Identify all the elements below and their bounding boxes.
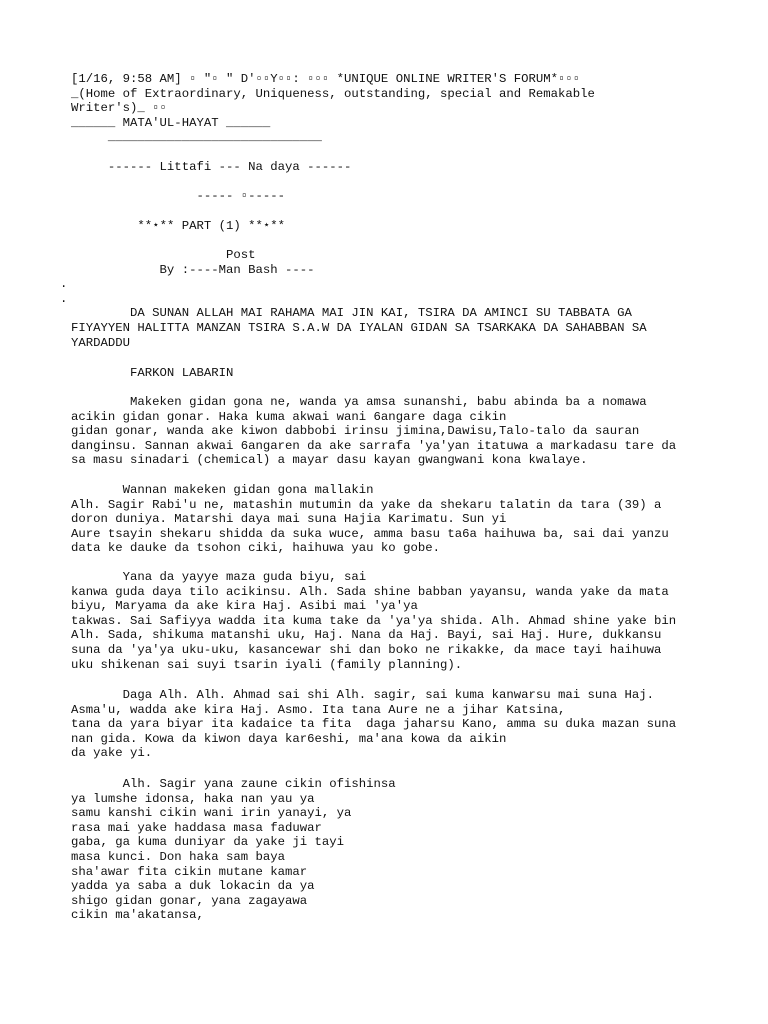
dot-1: . bbox=[60, 277, 68, 292]
header-line-2: _(Home of Extraordinary, Uniqueness, outstanding, special and Remakable bbox=[71, 86, 595, 101]
paragraph-1-line: Makeken gidan gona ne, wanda ya amsa sunanshi, babu abinda ba a nomawa bbox=[71, 395, 647, 409]
paragraph-1-line: gidan gonar, wanda ake kiwon dabbobi irinsu jimina,Dawisu,Talo-talo da sauran bbox=[71, 424, 640, 439]
post-label: Post bbox=[71, 248, 256, 262]
paragraph-3-line: suna da 'ya'ya uku-uku, kasancewar shi dan boko ne rikakke, da mace tayi haihuwa bbox=[71, 643, 662, 657]
paragraph-3-line: biyu, Maryama da ake kira Haj. Asibi mai 'ya'ya bbox=[71, 599, 418, 614]
book-line: ------ Littafi --- Na daya ------ bbox=[71, 160, 352, 174]
paragraph-5-line: rasa mai yake haddasa masa faduwar bbox=[71, 820, 322, 835]
header-line-3: Writer's)_ ▫▫ bbox=[71, 101, 167, 116]
paragraph-2-line: data ke dauke da tsohon ciki, haihuwa yau ko gobe. bbox=[71, 541, 440, 556]
paragraph-5-line: shigo gidan gonar, yana zagayawa bbox=[71, 893, 308, 908]
paragraph-3-line: kanwa guda daya tilo acikinsu. Alh. Sada shine babban yayansu, wanda yake da mata bbox=[71, 584, 669, 599]
invocation-line-1: DA SUNAN ALLAH MAI RAHAMA MAI JIN KAI, TSIRA DA AMINCI SU TABBATA GA bbox=[71, 306, 632, 321]
invocation-line-3: YARDADDU bbox=[71, 335, 131, 350]
paragraph-5-line: cikin ma'akatansa, bbox=[71, 908, 204, 923]
paragraph-5-line: yadda ya saba a duk lokacin da ya bbox=[71, 879, 315, 894]
dot-2: . bbox=[60, 291, 68, 306]
invocation-line-2: FIYAYYEN HALITTA MANZAN TSIRA S.A.W DA IYALAN GIDAN SA TSARKAKA DA SAHABBAN SA bbox=[71, 321, 647, 335]
paragraph-2-line: doron duniya. Matarshi daya mai suna Hajia Karimatu. Sun yi bbox=[71, 512, 507, 527]
paragraph-3-line: uku shikenan sai suyi tsarin iyali (family planning). bbox=[71, 657, 463, 672]
paragraph-5-line: ya lumshe idonsa, haka nan yau ya bbox=[71, 791, 315, 806]
paragraph-1-line: sa masu sinadari (chemical) a mayar dasu kayan gwangwani kona kwalaye. bbox=[71, 453, 588, 468]
paragraph-4-line: Asma'u, wadda ake kira Haj. Asmo. Ita tana Aure ne a jihar Katsina, bbox=[71, 702, 566, 717]
paragraph-3-line: Alh. Sada, shikuma matanshi uku, Haj. Nana da Haj. Bayi, sai Haj. Hure, dukkansu bbox=[71, 628, 662, 643]
paragraph-4-line: tana da yara biyar ita kadaice ta fita daga jaharsu Kano, amma su duka mazan suna bbox=[71, 717, 677, 732]
paragraph-5-line: sha'awar fita cikin mutane kamar bbox=[71, 864, 308, 879]
paragraph-3-line: takwas. Sai Safiyya wadda ita kuma take da 'ya'ya shida. Alh. Ahmad shine yake bin bbox=[71, 613, 677, 628]
paragraph-1-line: acikin gidan gonar. Haka kuma akwai wani 6angare daga cikin bbox=[71, 409, 507, 424]
paragraph-4-line: nan gida. Kowa da kiwon daya kar6eshi, ma'ana kowa da aikin bbox=[71, 731, 507, 746]
paragraph-2-line: Aure tsayin shekaru shidda da suka wuce, amma basu ta6a haihuwa ba, sai dai yanzu bbox=[71, 526, 669, 541]
paragraph-2-line: Alh. Sagir Rabi'u ne, matashin mutumin da yake da shekaru talatin da tara (39) a bbox=[71, 497, 662, 512]
paragraph-4-line: da yake yi. bbox=[71, 746, 153, 761]
paragraph-2-line: Wannan makeken gidan gona mallakin bbox=[71, 483, 374, 497]
chapter-heading: FARKON LABARIN bbox=[71, 366, 234, 380]
header-line-5: _____________________________ bbox=[71, 130, 322, 145]
paragraph-5-line: Alh. Sagir yana zaune cikin ofishinsa bbox=[71, 777, 396, 791]
header-line-1: [1/16, 9:58 AM] ▫ "▫ " D'▫▫Y▫▫: ▫▫▫ *UNIQUE ONLINE WRITER'S FORUM*▫▫▫ bbox=[71, 72, 581, 86]
paragraph-5-line: masa kunci. Don haka sam baya bbox=[71, 850, 286, 864]
part-heading: **⋆** PART (1) **⋆** bbox=[71, 219, 286, 233]
paragraph-5-line: samu kanshi cikin wani irin yanayi, ya bbox=[71, 806, 352, 821]
paragraph-4-line: Daga Alh. Alh. Ahmad sai shi Alh. sagir, sai kuma kanwarsu mai suna Haj. bbox=[71, 688, 654, 702]
paragraph-5-line: gaba, ga kuma duniyar da yake ji tayi bbox=[71, 835, 345, 850]
separator-line: ----- ▫----- bbox=[71, 189, 286, 203]
header-line-4: ______ MATA'UL-HAYAT ______ bbox=[71, 115, 271, 130]
author-line: By :----Man Bash ---- bbox=[71, 262, 315, 277]
paragraph-3-line: Yana da yayye maza guda biyu, sai bbox=[71, 570, 367, 584]
paragraph-1-line: danginsu. Sannan akwai 6angaren da ake sarrafa 'ya'yan itatuwa a markadasu tare da bbox=[71, 438, 677, 453]
